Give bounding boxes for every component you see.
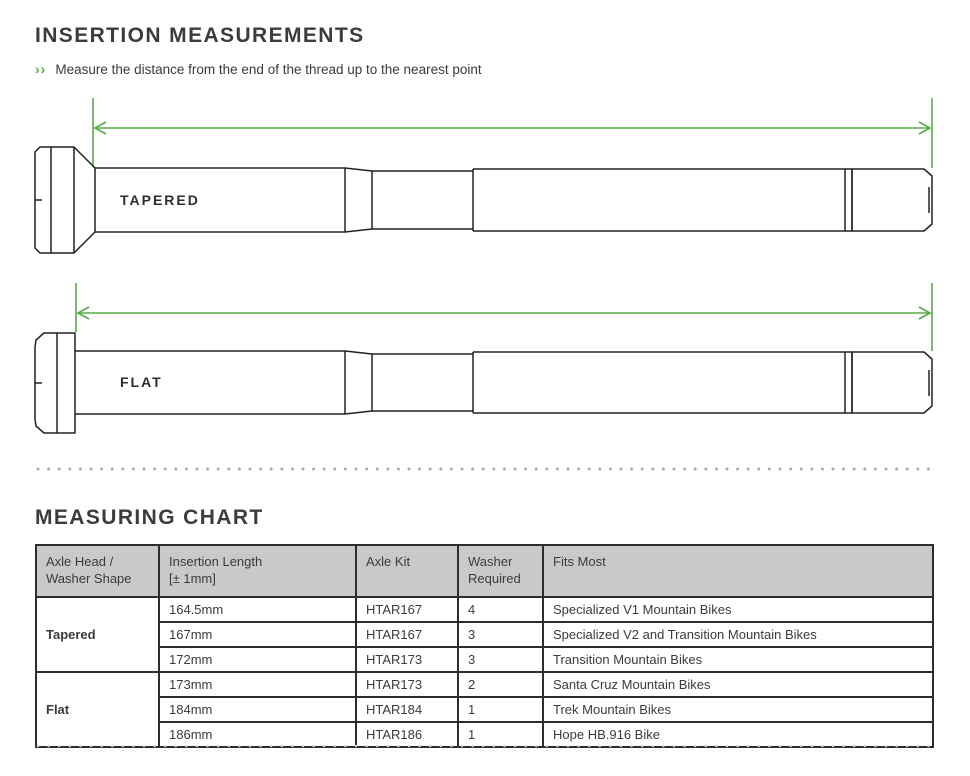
measure-note bbox=[35, 61, 482, 77]
group-cell-flat: Flat bbox=[36, 672, 159, 747]
cell-axle-kit: HTAR184 bbox=[356, 697, 458, 722]
col-header-washer-required: Washer Required bbox=[458, 545, 543, 597]
cell-insertion-length: 164.5mm bbox=[159, 597, 356, 622]
table-row bbox=[36, 672, 933, 697]
axle-diagrams bbox=[0, 90, 970, 460]
tapered-thread-end bbox=[852, 169, 932, 231]
cell-fits-most: Specialized V1 Mountain Bikes bbox=[543, 597, 933, 622]
cell-washer-required: 1 bbox=[458, 697, 543, 722]
flat-label: FLAT bbox=[120, 374, 163, 390]
col-header-axle-kit: Axle Kit bbox=[356, 545, 458, 597]
tapered-groove bbox=[845, 169, 852, 231]
cell-axle-kit: HTAR173 bbox=[356, 647, 458, 672]
tapered-head-shape bbox=[35, 147, 95, 253]
cell-fits-most: Specialized V2 and Transition Mountain Bikes bbox=[543, 622, 933, 647]
cell-washer-required: 1 bbox=[458, 722, 543, 747]
chart-title: MEASURING CHART bbox=[35, 506, 264, 529]
cell-washer-required: 2 bbox=[458, 672, 543, 697]
table-row bbox=[36, 697, 933, 722]
flat-measurement-arrow bbox=[76, 283, 932, 351]
group-cell-tapered: Tapered bbox=[36, 597, 159, 672]
cell-fits-most: Trek Mountain Bikes bbox=[543, 697, 933, 722]
dotted-separator bbox=[35, 466, 935, 472]
col-header-fits-most: Fits Most bbox=[543, 545, 933, 597]
cell-axle-kit: HTAR173 bbox=[356, 672, 458, 697]
cell-washer-required: 4 bbox=[458, 597, 543, 622]
cell-insertion-length: 186mm bbox=[159, 722, 356, 747]
cell-fits-most: Transition Mountain Bikes bbox=[543, 647, 933, 672]
flat-thread-end bbox=[852, 352, 932, 413]
cell-insertion-length: 173mm bbox=[159, 672, 356, 697]
col-header-insertion-length: Insertion Length [± 1mm] bbox=[159, 545, 356, 597]
cell-insertion-length: 184mm bbox=[159, 697, 356, 722]
cell-axle-kit: HTAR167 bbox=[356, 622, 458, 647]
cell-axle-kit: HTAR167 bbox=[356, 597, 458, 622]
cell-fits-most: Hope HB.916 Bike bbox=[543, 722, 933, 747]
table-row bbox=[36, 597, 933, 622]
table-header-row bbox=[36, 545, 933, 597]
flat-groove bbox=[845, 352, 852, 413]
cell-insertion-length: 167mm bbox=[159, 622, 356, 647]
cell-insertion-length: 172mm bbox=[159, 647, 356, 672]
cell-washer-required: 3 bbox=[458, 622, 543, 647]
double-chevron-icon: ›› bbox=[35, 61, 47, 77]
tapered-axle-diagram bbox=[35, 98, 932, 253]
page-title: INSERTION MEASUREMENTS bbox=[35, 24, 365, 47]
measure-note-text: Measure the distance from the end of the thread up to the nearest point bbox=[55, 62, 482, 77]
cell-fits-most: Santa Cruz Mountain Bikes bbox=[543, 672, 933, 697]
cell-washer-required: 3 bbox=[458, 647, 543, 672]
tapered-measurement-arrow bbox=[93, 98, 932, 168]
dotted-separator-faint bbox=[35, 743, 935, 748]
col-header-axle-head: Axle Head / Washer Shape bbox=[36, 545, 159, 597]
table-row bbox=[36, 622, 933, 647]
flat-axle-linework bbox=[35, 333, 932, 433]
flat-axle-diagram bbox=[35, 283, 932, 433]
measuring-chart-table bbox=[35, 544, 934, 748]
cell-axle-kit: HTAR186 bbox=[356, 722, 458, 747]
table-row bbox=[36, 647, 933, 672]
tapered-label: TAPERED bbox=[120, 192, 200, 208]
